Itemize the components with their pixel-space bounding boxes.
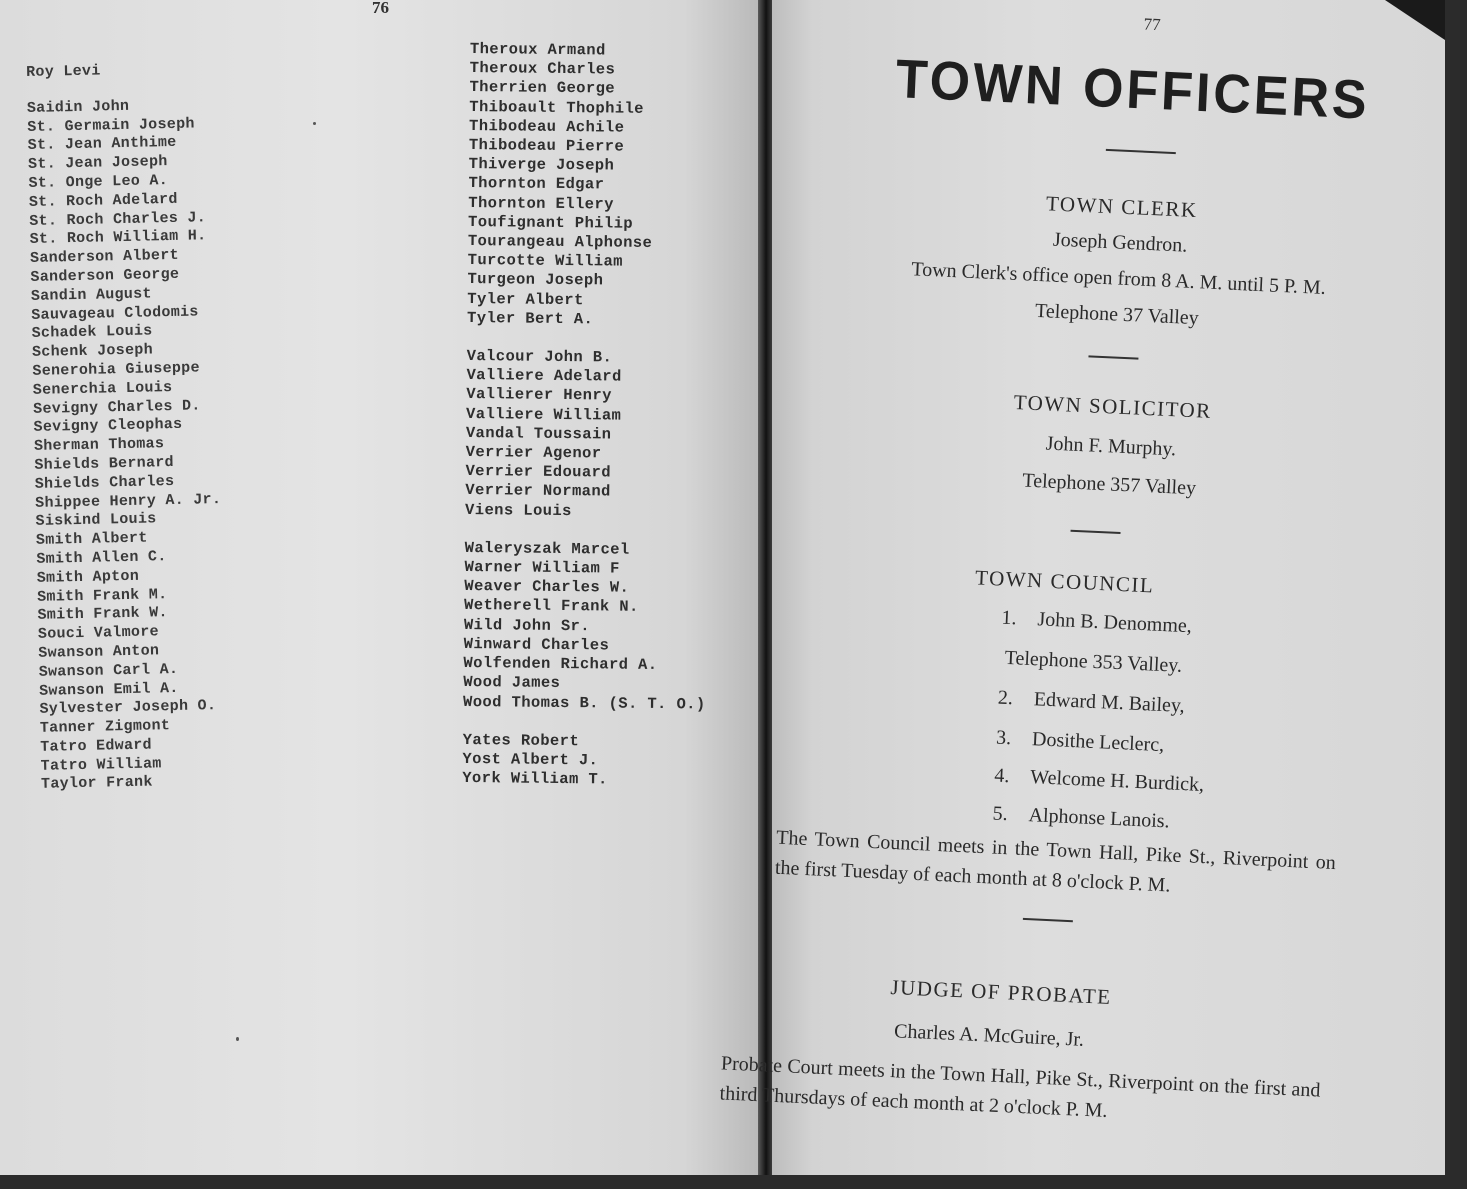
list-item: Tourangeau Alphonse: [467, 232, 653, 252]
list-item: Thibodeau Pierre: [468, 136, 625, 156]
list-item: Waleryszak Marcel: [464, 538, 630, 559]
town-solicitor-name: John F. Murphy.: [1045, 432, 1177, 461]
list-item: Thornton Edgar: [468, 174, 605, 194]
list-item: Weaver Charles W.: [464, 577, 630, 597]
page-number: 76: [372, 0, 389, 17]
probate-court-text: Probate Court meets in the Town Hall, Pike St., Riverpoint on the first and third Thursdays of each month at 2 o'clock P. M.: [719, 1052, 1321, 1122]
list-item: Wood Thomas B. (S. T. O.): [462, 692, 706, 714]
list-item: Wolfenden Richard A.: [463, 654, 658, 675]
list-item: Theroux Charles: [469, 59, 616, 79]
paper-speck: [313, 122, 316, 125]
council-member-row: [1004, 647, 1182, 678]
list-item: Wetherell Frank N.: [463, 596, 639, 617]
list-item: Yates Robert: [462, 730, 580, 750]
name-list: [27, 94, 341, 796]
divider: [1106, 149, 1176, 154]
page-title: TOWN OFFICERS: [894, 48, 1371, 132]
list-item: Sanderson George: [30, 265, 180, 286]
council-member-row: [992, 802, 1170, 833]
town-solicitor-telephone: Telephone 357 Valley: [1021, 469, 1197, 500]
judge-of-probate-name: Charles A. McGuire, Jr.: [893, 1020, 1085, 1051]
council-member-row: [994, 765, 1205, 797]
list-item: Smith Albert: [35, 529, 148, 550]
town-clerk-hours: Town Clerk's office open from 8 A. M. until 5 P. M.: [910, 258, 1327, 300]
town-clerk-name: Joseph Gendron.: [1052, 228, 1188, 257]
list-item: Swanson Anton: [38, 642, 160, 662]
list-item: Senerohia Giuseppe: [32, 359, 201, 380]
council-member-number: 4.: [993, 764, 1010, 788]
list-item: Vandal Toussain: [465, 423, 612, 444]
section-heading-town-solicitor: TOWN SOLICITOR: [1013, 390, 1213, 423]
list-item: Schadek Louis: [31, 322, 153, 343]
list-item: Tanner Zigmont: [39, 717, 171, 737]
council-member-number: 5.: [992, 802, 1009, 826]
list-item: Toufignant Philip: [468, 212, 634, 233]
list-item: Tatro Edward: [40, 736, 153, 756]
council-member-name: Telephone 353 Valley.: [1004, 646, 1183, 677]
name-group: [465, 347, 757, 523]
list-item: Viens Louis: [464, 500, 572, 520]
list-item: Smith Allen C.: [36, 548, 167, 568]
list-item: St. Roch William H.: [29, 227, 207, 249]
right-page-content: [719, 0, 1467, 1189]
list-item: Sanderson Albert: [29, 247, 180, 268]
list-item: Smith Frank W.: [37, 604, 168, 625]
divider: [1088, 355, 1138, 359]
council-member-number: 3.: [995, 726, 1012, 750]
list-item: Valliere Adelard: [466, 366, 622, 386]
list-item: St. Roch Adelard: [28, 190, 178, 211]
council-member-name: Alphonse Lanois.: [1028, 804, 1171, 833]
list-item: Thornton Ellery: [468, 193, 614, 214]
list-item: Winward Charles: [463, 634, 610, 655]
right-page: [719, 0, 1445, 1175]
list-item: Turcotte William: [467, 251, 624, 271]
list-item: Warner William F: [464, 558, 620, 578]
list-item: Sandin August: [30, 285, 152, 305]
list-item: Saidin John: [26, 97, 130, 117]
list-item: Therrien George: [469, 78, 616, 98]
list-item: Siskind Louis: [35, 510, 157, 531]
list-item: York William T.: [462, 769, 608, 789]
list-item: Vallierer Henry: [466, 385, 612, 405]
list-item: St. Roch Charles J.: [29, 208, 207, 230]
list-item: Sylvester Joseph O.: [39, 697, 217, 719]
list-item: Sherman Thomas: [33, 435, 165, 456]
page-number: 77: [1143, 14, 1162, 35]
list-item: Tyler Albert: [467, 289, 584, 309]
divider: [1071, 530, 1121, 534]
council-member-row: [1001, 607, 1192, 639]
list-item: Thiboault Thophile: [469, 97, 645, 118]
paper-speck: [236, 1037, 239, 1041]
list-item: Thiverge Joseph: [468, 155, 615, 175]
name-list-column-1: [26, 58, 341, 795]
list-item: Schenk Joseph: [31, 341, 154, 362]
list-item: Verrier Normand: [465, 481, 611, 501]
town-council-meeting-text: The Town Council meets in the Town Hall, Pike St., Riverpoint on the first Tuesday of each month at 8 o'clock P. M.: [774, 826, 1337, 897]
list-item: Swanson Carl A.: [38, 660, 179, 681]
list-item: Smith Frank M.: [36, 585, 168, 606]
list-item: Verrier Agenor: [465, 443, 602, 463]
list-item: Verrier Edouard: [465, 462, 612, 482]
list-item: Sevigny Cleophas: [33, 416, 183, 437]
council-member-row: [997, 687, 1185, 718]
name-group: [467, 40, 760, 331]
name-group: [463, 539, 755, 715]
name-group: [462, 731, 753, 792]
name-list-column-2: [462, 40, 760, 810]
council-member-name: Dosithe Leclerc,: [1031, 728, 1165, 757]
list-item: Sauvageau Clodomis: [31, 303, 199, 324]
list-item: Valcour John B.: [466, 347, 613, 367]
list-item: Shields Bernard: [34, 453, 175, 474]
list-item: Yost Albert J.: [462, 749, 599, 770]
divider: [1023, 918, 1073, 922]
name-list: [462, 40, 760, 791]
page-corner-shadow: [1385, 0, 1445, 40]
list-item: Valliere William: [465, 404, 622, 425]
list-item: Taylor Frank: [40, 773, 153, 794]
town-clerk-telephone: Telephone 37 Valley: [1034, 299, 1200, 330]
section-heading-town-council: TOWN COUNCIL: [974, 565, 1155, 598]
list-item: Shields Charles: [34, 472, 175, 493]
council-member-name: Welcome H. Burdick,: [1029, 766, 1205, 797]
list-item: Swanson Emil A.: [38, 679, 179, 700]
list-item: Wood James: [463, 673, 561, 693]
list-item: Sevigny Charles D.: [33, 396, 201, 418]
list-item: St. Onge Leo A.: [28, 172, 169, 192]
list-item: Souci Valmore: [37, 623, 160, 643]
list-item: Wild John Sr.: [463, 615, 591, 635]
section-heading-town-clerk: TOWN CLERK: [1045, 191, 1199, 223]
list-item: Roy Levi: [26, 62, 101, 81]
section-heading-judge-of-probate: JUDGE OF PROBATE: [890, 975, 1113, 1010]
list-item: St. Germain Joseph: [27, 115, 195, 136]
list-item: Tyler Bert A.: [466, 308, 594, 329]
list-item: Senerchia Louis: [32, 378, 173, 399]
council-member-number: 2.: [997, 686, 1014, 710]
list-item: Shippee Henry A. Jr.: [35, 490, 222, 512]
list-item: Smith Apton: [36, 567, 140, 587]
list-item: Turgeon Joseph: [467, 270, 604, 290]
list-item: Tatro William: [40, 755, 162, 775]
council-member-number: 1.: [1001, 606, 1018, 630]
council-member-name: Edward M. Bailey,: [1033, 688, 1186, 718]
list-item: St. Jean Anthime: [27, 134, 177, 155]
council-member-name: John B. Denomme,: [1037, 608, 1193, 638]
list-item: Thibodeau Achile: [469, 116, 625, 137]
list-item: St. Jean Joseph: [27, 153, 168, 174]
list-item: Theroux Armand: [469, 40, 606, 60]
council-member-row: [996, 727, 1165, 758]
